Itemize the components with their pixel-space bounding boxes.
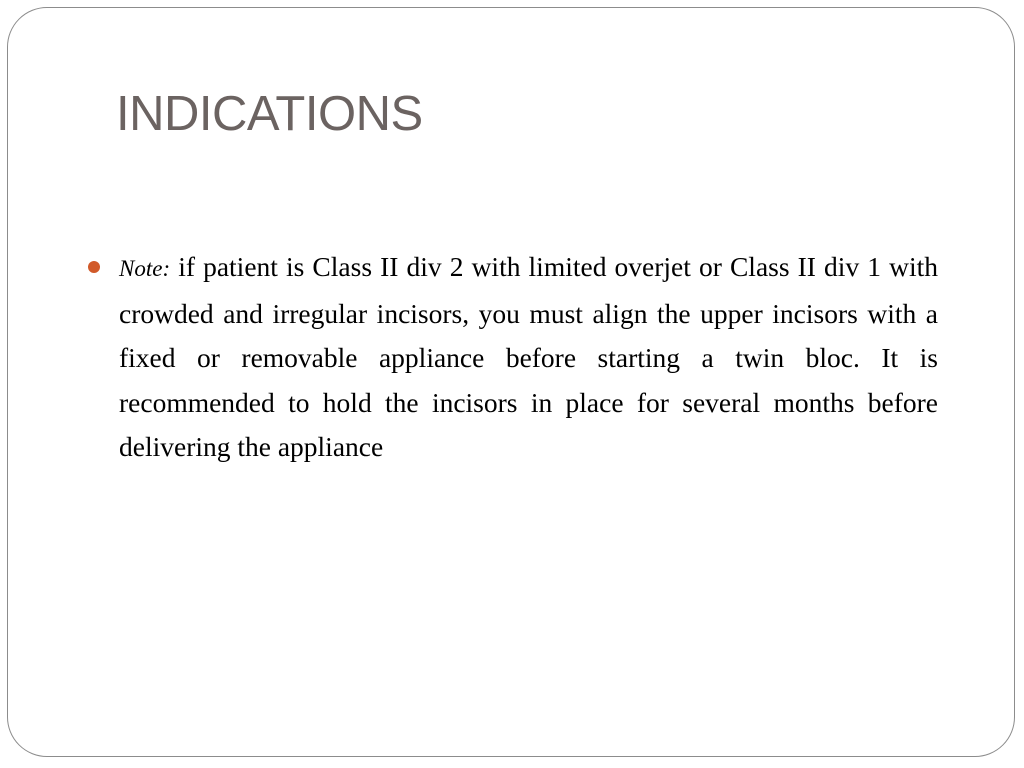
slide-title: INDICATIONS	[116, 87, 423, 141]
note-label: Note:	[119, 256, 171, 281]
bullet-item	[88, 245, 938, 470]
slide-frame	[7, 7, 1015, 757]
bullet-list	[88, 245, 938, 470]
bullet-text: if patient is Class II div 2 with limited overjet or Class II div 1 with crowded and irregular incisors, you must align the upper incisors with a fixed or removable appliance before starting a twin bloc. It is recommended to hold the incisors in place for several months before delivering the appliance	[119, 251, 938, 462]
bullet-dot-icon	[88, 261, 100, 273]
